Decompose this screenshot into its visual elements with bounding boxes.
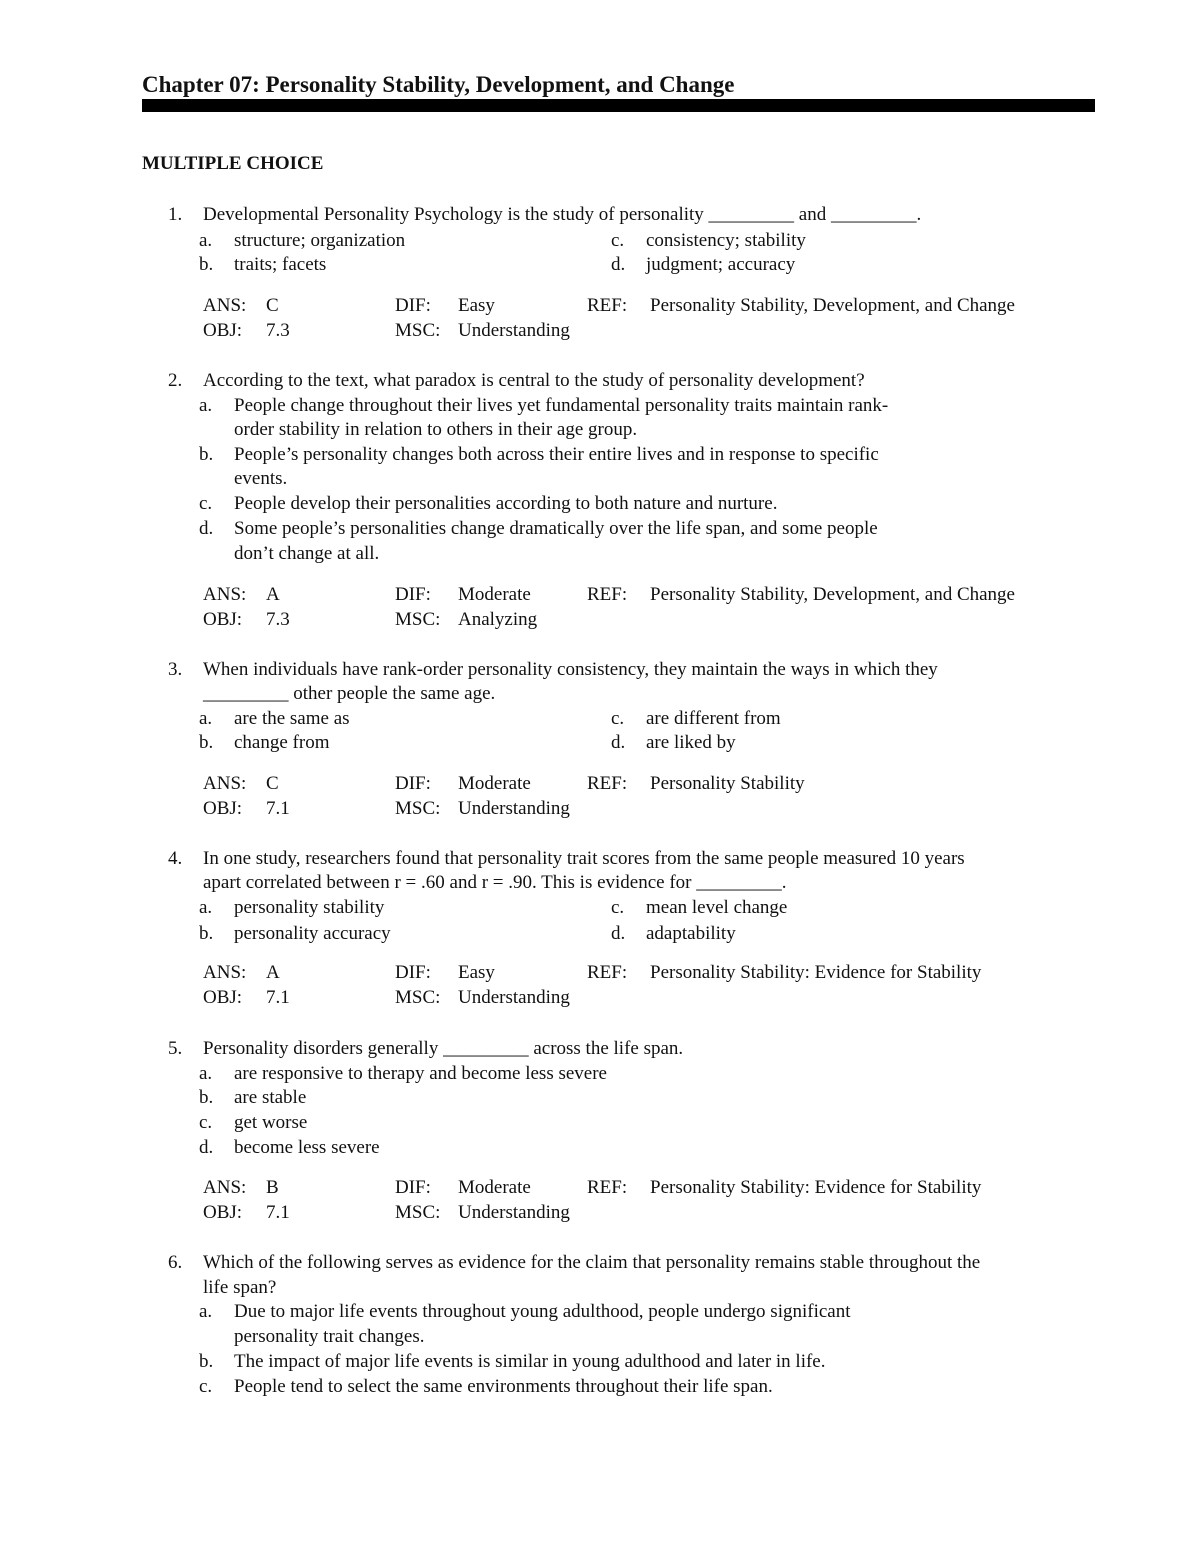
- option-text: events.: [234, 468, 288, 489]
- option-letter: d.: [611, 732, 626, 753]
- option-text: mean level change: [646, 897, 788, 918]
- dif-value: Easy: [458, 295, 495, 316]
- option-letter: c.: [611, 708, 625, 729]
- option-text: are stable: [234, 1087, 307, 1108]
- question-number: 5.: [168, 1038, 183, 1059]
- msc-label: MSC:: [395, 609, 441, 630]
- option-letter: a.: [199, 1063, 213, 1084]
- dif-label: DIF:: [395, 1177, 431, 1198]
- option-letter: b.: [199, 1087, 214, 1108]
- obj-label: OBJ:: [203, 320, 243, 341]
- option-text: adaptability: [646, 923, 736, 944]
- option-letter: b.: [199, 1351, 214, 1372]
- question-stem: According to the text, what paradox is central to the study of personality development?: [203, 370, 865, 391]
- dif-value: Easy: [458, 962, 495, 983]
- ref-label: REF:: [587, 584, 628, 605]
- section-heading: MULTIPLE CHOICE: [142, 153, 324, 174]
- option-text: become less severe: [234, 1137, 380, 1158]
- ans-value: A: [266, 584, 280, 605]
- ref-value: Personality Stability: [650, 773, 805, 794]
- question-stem: In one study, researchers found that personality trait scores from the same people measured 10 years: [203, 848, 965, 869]
- option-text: personality stability: [234, 897, 385, 918]
- option-text: People tend to select the same environments throughout their life span.: [234, 1376, 773, 1397]
- option-letter: a.: [199, 708, 213, 729]
- option-text: are liked by: [646, 732, 736, 753]
- option-letter: a.: [199, 395, 213, 416]
- option-text: The impact of major life events is similar in young adulthood and later in life.: [234, 1351, 826, 1372]
- option-text: don’t change at all.: [234, 543, 380, 564]
- question-number: 2.: [168, 370, 183, 391]
- option-letter: c.: [611, 230, 625, 251]
- option-letter: a.: [199, 1301, 213, 1322]
- msc-value: Understanding: [458, 798, 570, 819]
- option-text: People change throughout their lives yet fundamental personality traits maintain rank-: [234, 395, 889, 416]
- option-text: judgment; accuracy: [646, 254, 796, 275]
- page-title: Chapter 07: Personality Stability, Development, and Change: [142, 72, 735, 97]
- option-letter: a.: [199, 897, 213, 918]
- option-text: personality accuracy: [234, 923, 391, 944]
- ans-label: ANS:: [203, 295, 247, 316]
- question-stem: Which of the following serves as evidence for the claim that personality remains stable throughout the: [203, 1252, 981, 1273]
- option-text: order stability in relation to others in their age group.: [234, 419, 638, 440]
- ref-value: Personality Stability: Evidence for Stability: [650, 1177, 982, 1198]
- ref-label: REF:: [587, 1177, 628, 1198]
- ans-value: C: [266, 773, 279, 794]
- dif-value: Moderate: [458, 773, 531, 794]
- option-letter: b.: [199, 732, 214, 753]
- ans-label: ANS:: [203, 1177, 247, 1198]
- question-number: 1.: [168, 204, 183, 225]
- option-text: are the same as: [234, 708, 350, 729]
- option-text: Due to major life events throughout young adulthood, people undergo significant: [234, 1301, 851, 1322]
- obj-value: 7.3: [266, 609, 290, 630]
- ref-label: REF:: [587, 295, 628, 316]
- option-letter: d.: [199, 1137, 214, 1158]
- ref-label: REF:: [587, 962, 628, 983]
- dif-label: DIF:: [395, 584, 431, 605]
- dif-label: DIF:: [395, 773, 431, 794]
- option-letter: c.: [199, 1376, 213, 1397]
- option-text: structure; organization: [234, 230, 406, 251]
- option-letter: b.: [199, 444, 214, 465]
- ref-value: Personality Stability, Development, and Change: [650, 295, 1015, 316]
- option-text: consistency; stability: [646, 230, 806, 251]
- msc-value: Understanding: [458, 1202, 570, 1223]
- ans-label: ANS:: [203, 962, 247, 983]
- option-text: are different from: [646, 708, 781, 729]
- question-stem: Personality disorders generally _________ across the life span.: [203, 1038, 684, 1059]
- ans-label: ANS:: [203, 773, 247, 794]
- option-text: are responsive to therapy and become less severe: [234, 1063, 607, 1084]
- obj-value: 7.1: [266, 987, 290, 1008]
- msc-label: MSC:: [395, 798, 441, 819]
- ref-value: Personality Stability: Evidence for Stability: [650, 962, 982, 983]
- ans-value: A: [266, 962, 280, 983]
- option-letter: c.: [199, 493, 213, 514]
- dif-label: DIF:: [395, 962, 431, 983]
- option-text: Some people’s personalities change dramatically over the life span, and some people: [234, 518, 878, 539]
- question-stem: _________ other people the same age.: [203, 683, 496, 704]
- question-stem: When individuals have rank-order personality consistency, they maintain the ways in which they: [203, 659, 938, 680]
- msc-value: Analyzing: [458, 609, 538, 630]
- option-letter: c.: [199, 1112, 213, 1133]
- obj-value: 7.1: [266, 798, 290, 819]
- msc-label: MSC:: [395, 987, 441, 1008]
- dif-value: Moderate: [458, 1177, 531, 1198]
- ans-label: ANS:: [203, 584, 247, 605]
- ans-value: B: [266, 1177, 279, 1198]
- question-stem: life span?: [203, 1277, 277, 1298]
- obj-label: OBJ:: [203, 798, 243, 819]
- title-rule: [142, 99, 1095, 112]
- obj-value: 7.1: [266, 1202, 290, 1223]
- option-letter: d.: [611, 254, 626, 275]
- option-text: personality trait changes.: [234, 1326, 425, 1347]
- question-number: 3.: [168, 659, 183, 680]
- option-text: get worse: [234, 1112, 308, 1133]
- obj-label: OBJ:: [203, 1202, 243, 1223]
- ans-value: C: [266, 295, 279, 316]
- dif-value: Moderate: [458, 584, 531, 605]
- option-text: change from: [234, 732, 330, 753]
- option-letter: c.: [611, 897, 625, 918]
- msc-label: MSC:: [395, 1202, 441, 1223]
- option-letter: d.: [199, 518, 214, 539]
- option-text: People develop their personalities according to both nature and nurture.: [234, 493, 778, 514]
- obj-label: OBJ:: [203, 609, 243, 630]
- option-text: traits; facets: [234, 254, 327, 275]
- msc-label: MSC:: [395, 320, 441, 341]
- msc-value: Understanding: [458, 320, 570, 341]
- option-text: People’s personality changes both across their entire lives and in response to specific: [234, 444, 879, 465]
- question-number: 6.: [168, 1252, 183, 1273]
- option-letter: b.: [199, 923, 214, 944]
- msc-value: Understanding: [458, 987, 570, 1008]
- option-letter: b.: [199, 254, 214, 275]
- obj-label: OBJ:: [203, 987, 243, 1008]
- dif-label: DIF:: [395, 295, 431, 316]
- question-stem: apart correlated between r = .60 and r = .90. This is evidence for _________.: [203, 872, 787, 893]
- ref-value: Personality Stability, Development, and Change: [650, 584, 1015, 605]
- ref-label: REF:: [587, 773, 628, 794]
- question-stem: Developmental Personality Psychology is the study of personality _________ and _________.: [203, 204, 922, 225]
- question-number: 4.: [168, 848, 183, 869]
- option-letter: a.: [199, 230, 213, 251]
- obj-value: 7.3: [266, 320, 290, 341]
- option-letter: d.: [611, 923, 626, 944]
